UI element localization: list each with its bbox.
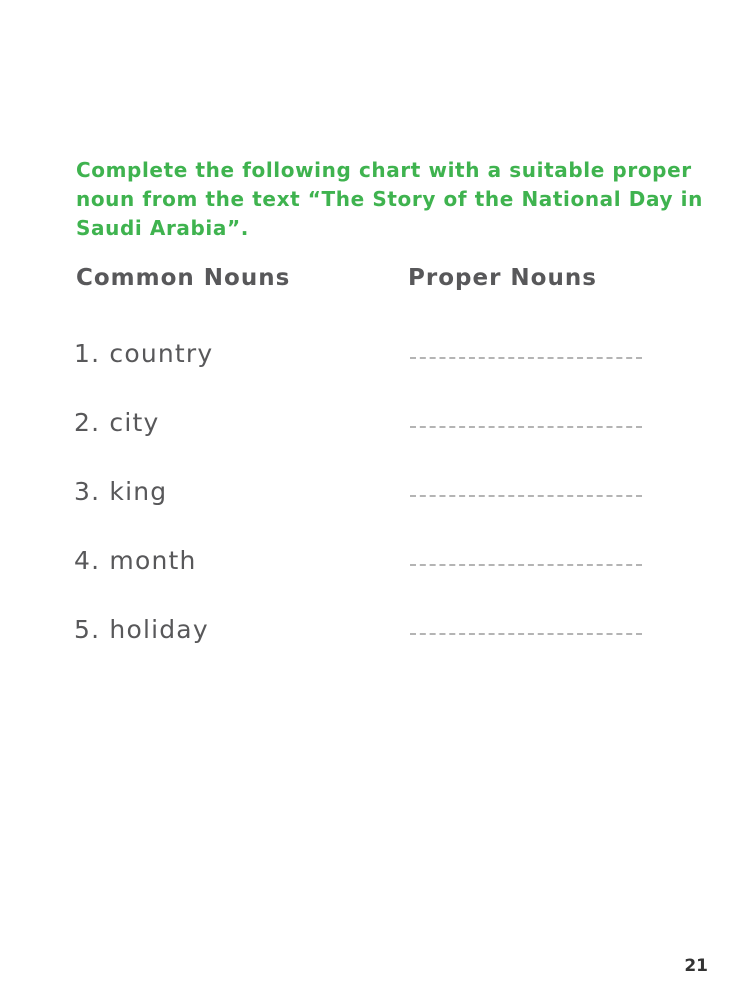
common-noun-label: 3. king bbox=[74, 477, 168, 506]
chart-row bbox=[0, 613, 746, 653]
chart-row bbox=[0, 406, 746, 446]
instructions-text: Complete the following chart with a suitable proper noun from the text “The Story of the National Day in Saudi Arabia”. bbox=[76, 158, 703, 240]
chart-row bbox=[0, 475, 746, 515]
chart-row bbox=[0, 544, 746, 584]
proper-noun-blank[interactable] bbox=[410, 495, 642, 497]
proper-noun-blank[interactable] bbox=[410, 564, 642, 566]
proper-noun-blank[interactable] bbox=[410, 633, 642, 635]
common-noun-label: 4. month bbox=[74, 546, 197, 575]
chart-row bbox=[0, 337, 746, 377]
common-noun-label: 5. holiday bbox=[74, 615, 209, 644]
proper-noun-blank[interactable] bbox=[410, 426, 642, 428]
common-nouns-header: Common Nouns bbox=[76, 265, 291, 291]
common-noun-label: 1. country bbox=[74, 339, 214, 368]
proper-nouns-header: Proper Nouns bbox=[408, 265, 597, 291]
proper-noun-blank[interactable] bbox=[410, 357, 642, 359]
common-noun-label: 2. city bbox=[74, 408, 160, 437]
page-number: 21 bbox=[684, 956, 708, 976]
